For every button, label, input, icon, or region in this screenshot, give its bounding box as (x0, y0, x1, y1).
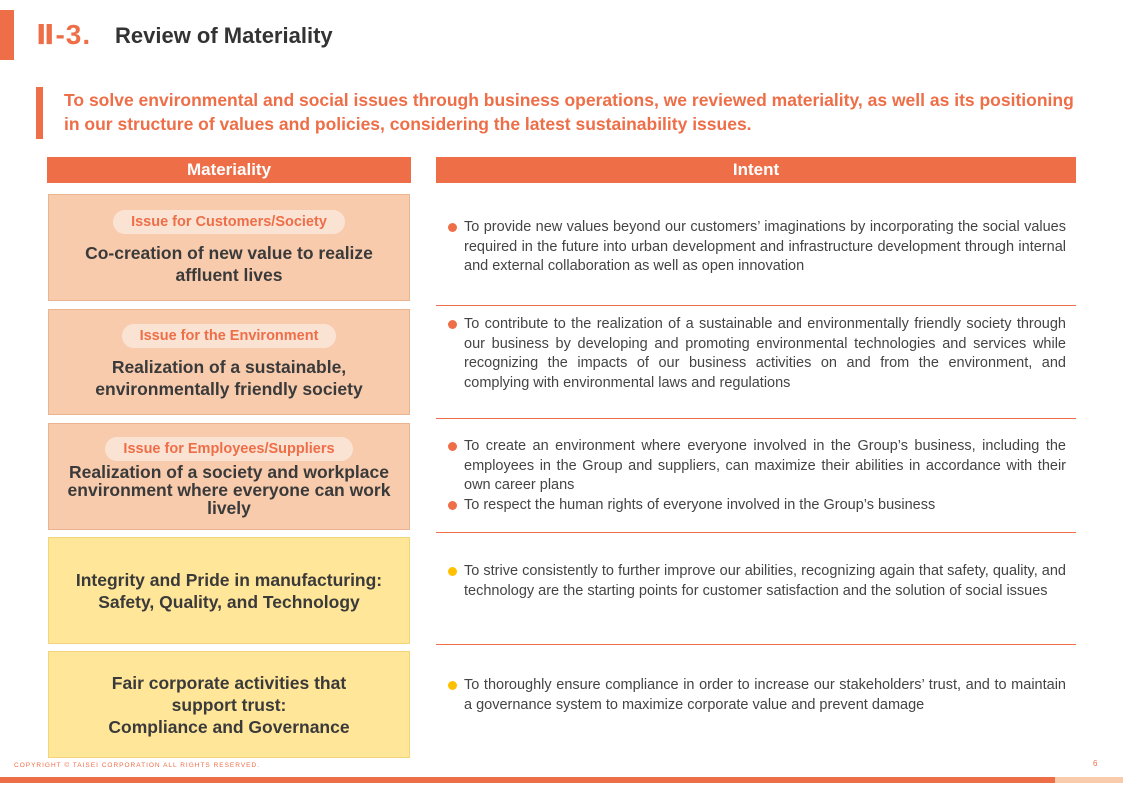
bullet-dot-icon (448, 567, 457, 576)
materiality-box (48, 651, 410, 758)
materiality-title-line: Integrity and Pride in manufacturing: (75, 569, 383, 590)
intent-row (436, 419, 1076, 533)
lead-accent-bar (36, 87, 43, 139)
bullet-dot-icon (448, 320, 457, 329)
footer-bar-end (1055, 777, 1123, 783)
materiality-title: Co-creation of new value to realize affluent lives (85, 242, 373, 285)
materiality-box (48, 309, 410, 415)
issue-category-pill: Issue for Employees/Suppliers (105, 437, 352, 461)
intent-row (436, 186, 1076, 306)
intent-row (436, 533, 1076, 645)
bullet-dot-icon (448, 442, 457, 451)
intent-item: To strive consistently to further improve our abilities, recognizing again that safety, quality, and technology are the starting points for customer satisfaction and the solution of social issues (436, 562, 1076, 601)
bullet-dot-icon (448, 681, 457, 690)
materiality-box (48, 537, 410, 644)
lead-statement: To solve environmental and social issues through business operations, we reviewed materiality, as well as its positioning in our structure of values and policies, considering the latest sustainability issues. (64, 90, 1074, 134)
header-accent-bar (0, 10, 14, 60)
section-number: Ⅱ-3. (36, 19, 92, 50)
intent-column-header: Intent (436, 157, 1076, 183)
materiality-box (48, 423, 410, 530)
intent-row (436, 645, 1076, 745)
copyright-notice: COPYRIGHT © TAISEI CORPORATION ALL RIGHTS RESERVED. (14, 762, 261, 769)
materiality-box (48, 194, 410, 301)
intent-item: To contribute to the realization of a sustainable and environmentally friendly society through our business by developing and promoting environmental technologies and services while recognizing the impacts of our business activities on and from the environment, and complying with environmental laws and regulations (436, 315, 1076, 393)
page-title: Review of Materiality (115, 23, 333, 48)
intent-item: To provide new values beyond our customers’ imaginations by incorporating the social values required in the future into urban development and infrastructure development through internal and external collaboration as well as open innovation (436, 218, 1076, 277)
materiality-title-line: Fair corporate activities that support trust: (111, 672, 347, 715)
bullet-dot-icon (448, 223, 457, 232)
materiality-title: Realization of a sustainable, environmentally friendly society (95, 357, 363, 399)
page-number: 6 (1093, 759, 1098, 768)
intent-item: To respect the human rights of everyone involved in the Group’s business (436, 496, 1076, 516)
materiality-column-header: Materiality (47, 157, 411, 183)
footer-bar (0, 777, 1055, 783)
materiality-title-line: Compliance and Governance (108, 716, 350, 737)
intent-item: To create an environment where everyone involved in the Group’s business, including the employees in the Group and suppliers, can maximize their abilities in accordance with their own career plans (436, 437, 1076, 496)
intent-item: To thoroughly ensure compliance in order to increase our stakeholders’ trust, and to maintain a governance system to maximize corporate value and prevent damage (436, 676, 1076, 715)
materiality-title: Realization of a society and workplace environment where everyone can work lively (67, 461, 391, 518)
intent-row (436, 306, 1076, 419)
issue-category-pill: Issue for Customers/Society (113, 210, 345, 234)
issue-category-pill: Issue for the Environment (122, 324, 337, 348)
materiality-title-line: Safety, Quality, and Technology (98, 591, 360, 612)
bullet-dot-icon (448, 501, 457, 510)
